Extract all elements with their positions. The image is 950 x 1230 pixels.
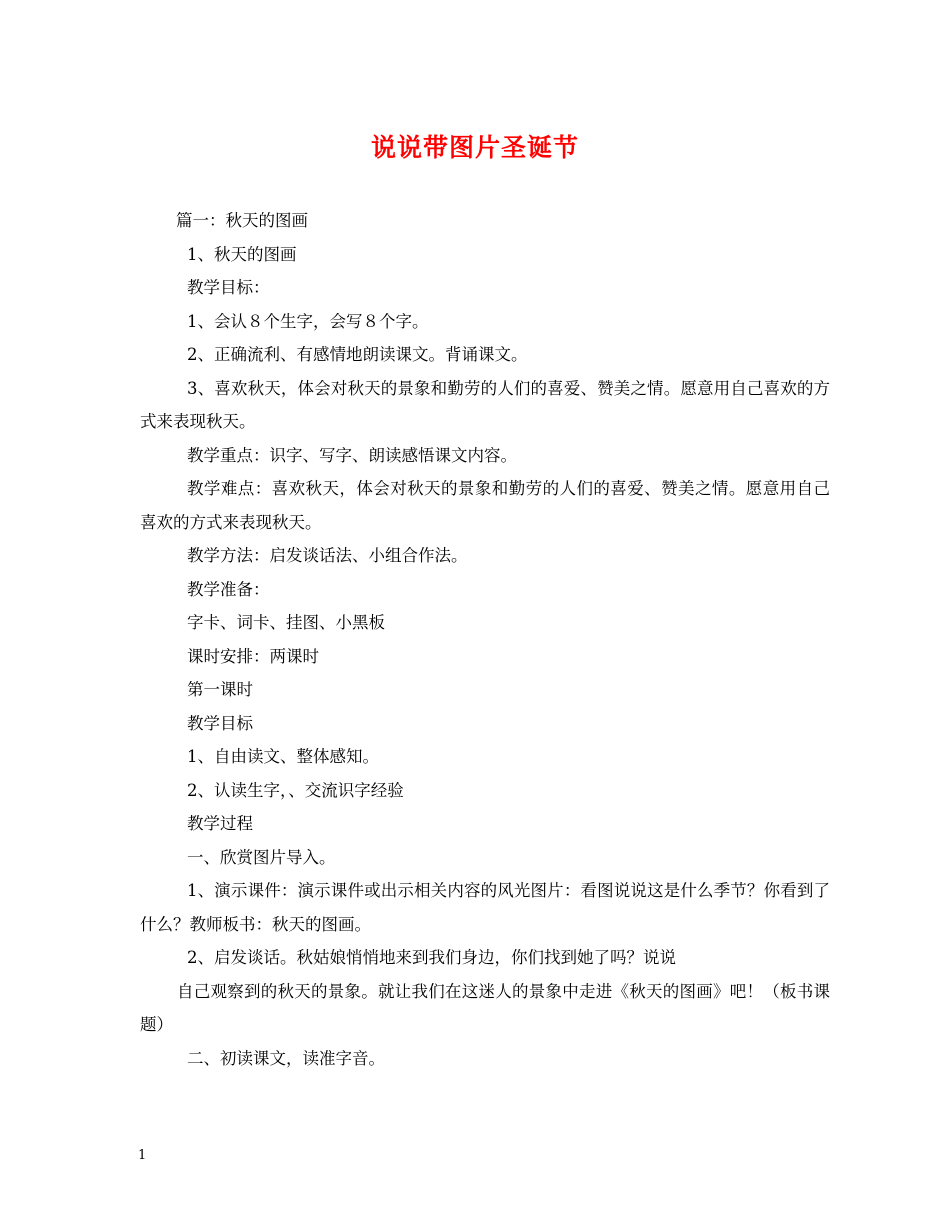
paragraph: 1、自由读文、整体感知。	[187, 747, 379, 766]
paragraph: 一、欣赏图片导入。	[187, 847, 336, 867]
paragraph: 2、认读生字，、交流识字经验	[187, 780, 404, 800]
paragraph: 课时安排：两课时	[187, 646, 319, 666]
section-heading: 篇一：秋天的图画	[176, 211, 308, 230]
paragraph: 自己观察到的秋天的景象。就让我们在这迷人的景象中走进《秋天的图画》吧！（板书课题）	[140, 981, 830, 1034]
paragraph: 教学重点：识字、写字、朗读感悟课文内容。	[187, 445, 517, 465]
paragraph: 教学方法：启发谈话法、小组合作法。	[187, 546, 468, 565]
paragraph: 1、会认８个生字，会写８个字。	[187, 311, 429, 331]
paragraph: 教学目标	[187, 713, 253, 733]
paragraph: 2、启发谈话。秋姑娘悄悄地来到我们身边，你们找到她了吗？说说	[187, 948, 676, 967]
page-number: 1	[138, 1148, 147, 1163]
paragraph: 二、初读课文，读准字音。	[187, 1048, 385, 1068]
lesson-title: 1、秋天的图画	[187, 244, 297, 264]
paragraph: 3、喜欢秋天，体会对秋天的景象和勤劳的人们的喜爱、赞美之情。愿意用自己喜欢的方式来表现秋天。	[140, 378, 830, 431]
document-body	[140, 204, 830, 1075]
paragraph: 1、演示课件：演示课件或出示相关内容的风光图片：看图说说这是什么季节？你看到了什么？教师板书：秋天的图画。	[140, 881, 830, 934]
paragraph: 2、正确流利、有感情地朗读课文。背诵课文。	[187, 345, 528, 364]
document-title: 说说带图片圣诞节	[370, 133, 579, 162]
paragraph: 教学过程	[187, 814, 253, 833]
paragraph: 第一课时	[187, 680, 253, 699]
paragraph: 字卡、词卡、挂图、小黑板	[187, 613, 385, 632]
paragraph: 教学难点：喜欢秋天，体会对秋天的景象和勤劳的人们的喜爱、赞美之情。愿意用自己喜欢的方式来表现秋天。	[140, 479, 830, 532]
paragraph: 教学准备：	[187, 579, 270, 599]
paragraph: 教学目标：	[187, 278, 270, 297]
